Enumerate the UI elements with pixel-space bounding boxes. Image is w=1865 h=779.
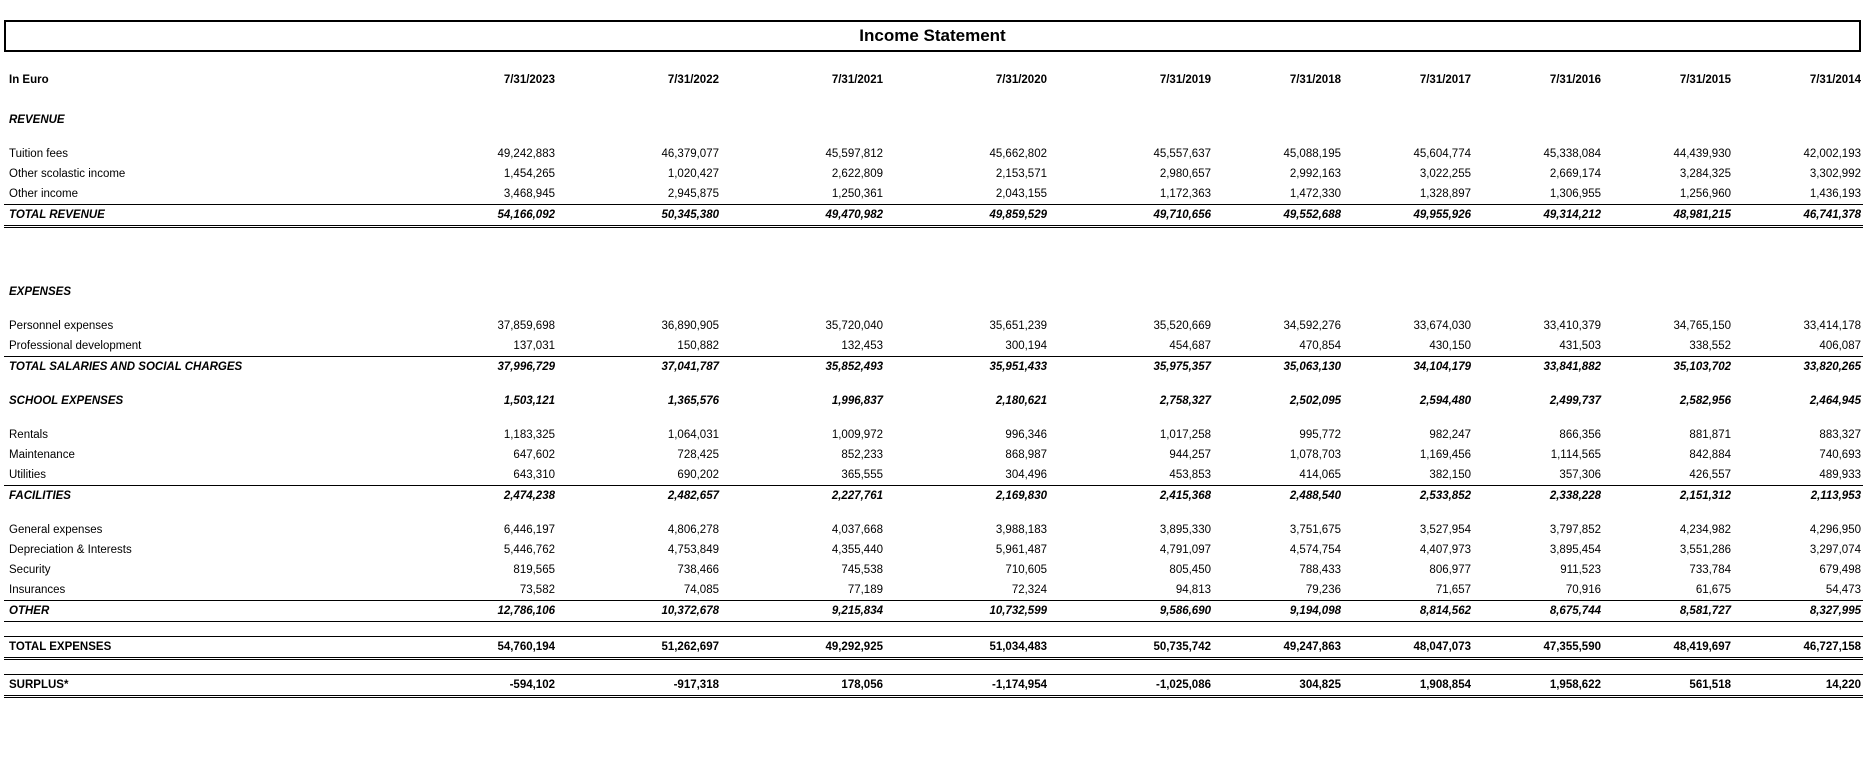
spacer-row [4,227,1863,283]
row-value: 690,202 [557,465,721,486]
row-value: 2,622,809 [831,168,883,180]
row-label: TOTAL SALARIES AND SOCIAL CHARGES [9,361,243,373]
row-value: 819,565 [513,564,555,576]
row-value: 866,356 [1559,429,1601,441]
row-label: Professional development [4,336,444,357]
row-value: 365,555 [721,465,885,486]
row-value: 2,594,480 [1419,395,1471,407]
row-value: 1,365,576 [667,395,719,407]
row-value: 4,753,849 [667,544,719,556]
row-value: 2,169,830 [995,490,1047,502]
row-value: 46,379,077 [661,148,719,160]
row-value: 9,586,690 [1049,601,1213,622]
row-value: 2,415,368 [1159,490,1211,502]
row-label: Tuition fees [9,148,69,160]
salary-row [4,336,1863,357]
row-value: 2,474,238 [503,490,555,502]
row-value: 3,297,074 [1809,544,1861,556]
column-date: 7/31/2019 [1159,74,1211,86]
row-value: 2,502,095 [1289,395,1341,407]
row-value: 4,574,754 [1289,544,1341,556]
row-value: 14,220 [1733,675,1863,697]
row-value: 1,996,837 [831,395,883,407]
row-value: 72,324 [885,580,1049,601]
spacer-row [4,302,1863,316]
row-value: 1,020,427 [667,168,719,180]
row-value: 4,791,097 [1159,544,1211,556]
row-value: 1,328,897 [1343,184,1473,205]
row-value: 733,784 [1689,564,1731,576]
column-date: 7/31/2022 [667,74,719,86]
column-date: 7/31/2014 [1809,74,1861,86]
row-value: 36,890,905 [661,320,719,332]
row-value: 5,446,762 [503,544,555,556]
row-value: 49,292,925 [721,637,885,659]
row-value: 852,233 [841,449,883,461]
row-value: 3,797,852 [1549,524,1601,536]
row-value: 9,194,098 [1213,601,1343,622]
row-value: 33,841,882 [1543,361,1601,373]
row-value: 3,022,255 [1419,168,1471,180]
spacer-row [4,659,1863,675]
row-value: 178,056 [721,675,885,697]
row-value: 431,503 [1473,336,1603,357]
row-value: 1,503,121 [503,395,555,407]
column-date: 7/31/2016 [1549,74,1601,86]
row-value: 996,346 [1005,429,1047,441]
row-value: 35,951,433 [989,361,1047,373]
expenses-heading-row [4,282,1863,302]
row-value: 2,945,875 [557,184,721,205]
row-value: 49,247,863 [1213,637,1343,659]
facilities-total-row [4,486,1863,507]
row-value: 2,338,228 [1549,490,1601,502]
row-label: SURPLUS* [4,675,444,697]
row-value: 304,825 [1213,675,1343,697]
row-value: 561,518 [1603,675,1733,697]
row-label: OTHER [4,601,444,622]
row-value: 71,657 [1343,580,1473,601]
row-value: -594,102 [444,675,557,697]
row-value: -917,318 [557,675,721,697]
row-value: 4,355,440 [831,544,883,556]
row-value: 2,482,657 [667,490,719,502]
row-value: 37,041,787 [661,361,719,373]
row-value: 3,895,454 [1549,544,1601,556]
row-value: 2,992,163 [1289,168,1341,180]
row-value: 33,674,030 [1413,320,1471,332]
row-value: 35,651,239 [989,320,1047,332]
row-value: 2,113,953 [1810,490,1861,502]
row-label: Rentals [9,429,48,441]
spacer-row [4,411,1863,425]
row-value: 51,034,483 [885,637,1049,659]
spacer-row [4,90,1863,110]
row-value: 738,466 [677,564,719,576]
row-value: 35,852,493 [825,361,883,373]
row-value: 1,169,456 [1419,449,1471,461]
facilities-row [4,425,1863,445]
row-value: 54,166,092 [444,205,557,227]
row-value: 34,765,150 [1673,320,1731,332]
row-value: 1,436,193 [1733,184,1863,205]
row-value: 79,236 [1213,580,1343,601]
row-value: 982,247 [1429,429,1471,441]
row-value: 8,327,995 [1733,601,1863,622]
row-value: 49,470,982 [721,205,885,227]
row-value: 54,760,194 [444,637,557,659]
column-date: 7/31/2020 [995,74,1047,86]
header-row [4,70,1863,90]
row-value: 740,693 [1819,449,1861,461]
row-label: SCHOOL EXPENSES [9,395,124,407]
total-expenses-row [4,637,1863,659]
row-value: 382,150 [1343,465,1473,486]
row-value: 33,820,265 [1803,361,1861,373]
row-value: 2,153,571 [995,168,1047,180]
row-value: 868,987 [1005,449,1047,461]
row-value: 643,310 [444,465,557,486]
row-value: 35,520,669 [1153,320,1211,332]
row-value: -1,025,086 [1049,675,1213,697]
row-value: 4,296,950 [1809,524,1861,536]
row-value: 357,306 [1473,465,1603,486]
row-value: 137,031 [444,336,557,357]
facilities-row [4,465,1863,486]
row-value: 710,605 [1005,564,1047,576]
row-value: 37,859,698 [497,320,555,332]
row-label: Personnel expenses [9,320,114,332]
row-value: 46,741,378 [1733,205,1863,227]
row-value: 45,557,637 [1153,148,1211,160]
row-value: 2,151,312 [1679,490,1731,502]
row-value: 50,345,380 [557,205,721,227]
row-label: Utilities [4,465,444,486]
row-value: 3,751,675 [1289,524,1341,536]
row-value: 1,958,622 [1473,675,1603,697]
section-heading: REVENUE [9,114,65,126]
facilities-row [4,445,1863,465]
row-label: TOTAL EXPENSES [4,637,444,659]
row-value: 8,675,744 [1473,601,1603,622]
row-value: 4,806,278 [667,524,719,536]
row-value: 45,338,084 [1543,148,1601,160]
revenue-row [4,184,1863,205]
row-value: 4,407,973 [1419,544,1471,556]
row-value: 2,758,327 [1159,395,1211,407]
school-expenses-row [4,391,1863,411]
row-value: 2,464,945 [1809,395,1861,407]
row-value: 679,498 [1819,564,1861,576]
spacer-row [4,377,1863,391]
row-label: Other income [4,184,444,205]
row-value: 3,468,945 [444,184,557,205]
row-value: 45,088,195 [1283,148,1341,160]
row-value: 2,533,852 [1419,490,1471,502]
row-value: 470,854 [1213,336,1343,357]
row-value: 1,306,955 [1473,184,1603,205]
row-value: 3,302,992 [1809,168,1861,180]
other-expense-row [4,560,1863,580]
row-label: TOTAL REVENUE [4,205,444,227]
row-value: 49,859,529 [885,205,1049,227]
row-value: 42,002,193 [1803,148,1861,160]
row-value: 426,557 [1603,465,1733,486]
other-expense-row [4,580,1863,601]
section-heading: EXPENSES [9,286,71,298]
row-value: 35,720,040 [825,320,883,332]
row-value: 74,085 [557,580,721,601]
row-value: 6,446,197 [503,524,555,536]
row-value: 883,327 [1819,429,1861,441]
row-value: 61,675 [1603,580,1733,601]
statement-title: Income Statement [4,20,1861,52]
row-value: 1,472,330 [1213,184,1343,205]
row-value: 9,215,834 [721,601,885,622]
revenue-row [4,144,1863,164]
salary-row [4,316,1863,336]
revenue-row [4,164,1863,184]
row-value: 1,250,361 [721,184,885,205]
row-value: 3,988,183 [995,524,1047,536]
row-value: 54,473 [1733,580,1863,601]
column-date: 7/31/2015 [1679,74,1731,86]
row-value: 1,454,265 [503,168,555,180]
row-value: 788,433 [1299,564,1341,576]
row-value: 1,172,363 [1049,184,1213,205]
row-value: 51,262,697 [557,637,721,659]
row-value: 300,194 [885,336,1049,357]
row-value: 3,895,330 [1159,524,1211,536]
other-expense-row [4,540,1863,560]
row-label: Security [9,564,51,576]
row-value: 944,257 [1169,449,1211,461]
row-value: 34,104,179 [1413,361,1471,373]
row-value: 49,955,926 [1343,205,1473,227]
row-label: FACILITIES [9,490,71,502]
row-value: 430,150 [1343,336,1473,357]
row-value: 49,314,212 [1473,205,1603,227]
row-value: 45,604,774 [1413,148,1471,160]
row-value: 647,602 [513,449,555,461]
row-value: 35,975,357 [1153,361,1211,373]
surplus-row [4,675,1863,697]
row-value: 35,103,702 [1673,361,1731,373]
row-label: Insurances [4,580,444,601]
row-value: 911,523 [1560,564,1601,576]
column-date: 7/31/2018 [1289,74,1341,86]
row-value: 2,227,761 [831,490,883,502]
row-value: 995,772 [1299,429,1341,441]
row-value: 48,047,073 [1343,637,1473,659]
total-revenue-row [4,205,1863,227]
row-value: 4,037,668 [831,524,883,536]
row-value: 414,065 [1213,465,1343,486]
row-value: 34,592,276 [1283,320,1341,332]
row-value: 12,786,106 [444,601,557,622]
row-value: 8,581,727 [1603,601,1733,622]
row-value: 2,499,737 [1549,395,1601,407]
row-value: 45,597,812 [825,148,883,160]
row-value: 10,732,599 [885,601,1049,622]
row-value: 37,996,729 [497,361,555,373]
row-label: Depreciation & Interests [9,544,132,556]
row-value: 5,961,487 [995,544,1047,556]
row-value: 881,871 [1689,429,1731,441]
other-total-row [4,601,1863,622]
row-value: 150,882 [557,336,721,357]
row-value: 44,439,930 [1673,148,1731,160]
row-value: 2,582,956 [1679,395,1731,407]
row-value: 10,372,678 [557,601,721,622]
spacer-row [4,130,1863,144]
row-value: 1,114,565 [1550,449,1601,461]
total-salaries-row [4,357,1863,378]
row-value: 1,256,960 [1603,184,1733,205]
row-value: 805,450 [1169,564,1211,576]
row-value: -1,174,954 [885,675,1049,697]
row-value: 35,063,130 [1283,361,1341,373]
row-value: 4,234,982 [1679,524,1731,536]
row-value: 454,687 [1049,336,1213,357]
row-value: 48,419,697 [1603,637,1733,659]
row-value: 94,813 [1049,580,1213,601]
row-value: 1,078,703 [1289,449,1341,461]
row-value: 806,977 [1429,564,1471,576]
column-date: 7/31/2021 [831,74,883,86]
row-value: 2,669,174 [1549,168,1601,180]
spacer-row [4,506,1863,520]
row-value: 1,017,258 [1159,429,1211,441]
row-value: 2,488,540 [1289,490,1341,502]
statement-body [4,70,1863,697]
row-value: 745,538 [841,564,883,576]
row-value: 49,710,656 [1049,205,1213,227]
row-value: 1,009,972 [831,429,883,441]
other-expense-row [4,520,1863,540]
revenue-heading-row [4,110,1863,130]
row-value: 1,908,854 [1343,675,1473,697]
column-date: 7/31/2017 [1419,74,1471,86]
row-value: 2,980,657 [1159,168,1211,180]
row-value: 49,552,688 [1213,205,1343,227]
row-value: 304,496 [885,465,1049,486]
row-value: 489,933 [1733,465,1863,486]
row-value: 132,453 [721,336,885,357]
row-value: 77,189 [721,580,885,601]
row-label: General expenses [9,524,103,536]
row-value: 2,180,621 [995,395,1047,407]
row-value: 33,414,178 [1803,320,1861,332]
row-value: 33,410,379 [1543,320,1601,332]
row-value: 842,884 [1689,449,1731,461]
column-date: 7/31/2023 [503,74,555,86]
row-value: 8,814,562 [1343,601,1473,622]
row-value: 406,087 [1733,336,1863,357]
row-value: 3,527,954 [1419,524,1471,536]
spacer-row [4,622,1863,637]
row-value: 453,853 [1049,465,1213,486]
row-value: 1,183,325 [503,429,555,441]
row-value: 70,916 [1473,580,1603,601]
row-value: 1,064,031 [667,429,719,441]
row-value: 3,551,286 [1679,544,1731,556]
row-value: 47,355,590 [1473,637,1603,659]
row-value: 338,552 [1603,336,1733,357]
row-value: 48,981,215 [1603,205,1733,227]
currency-label: In Euro [9,74,49,86]
row-label: Other scolastic income [9,168,126,180]
row-value: 50,735,742 [1049,637,1213,659]
row-value: 728,425 [677,449,719,461]
row-value: 2,043,155 [885,184,1049,205]
row-value: 49,242,883 [497,148,555,160]
row-label: Maintenance [9,449,75,461]
row-value: 73,582 [444,580,557,601]
row-value: 3,284,325 [1679,168,1731,180]
row-value: 46,727,158 [1733,637,1863,659]
income-statement-table [4,70,1863,698]
row-value: 45,662,802 [989,148,1047,160]
